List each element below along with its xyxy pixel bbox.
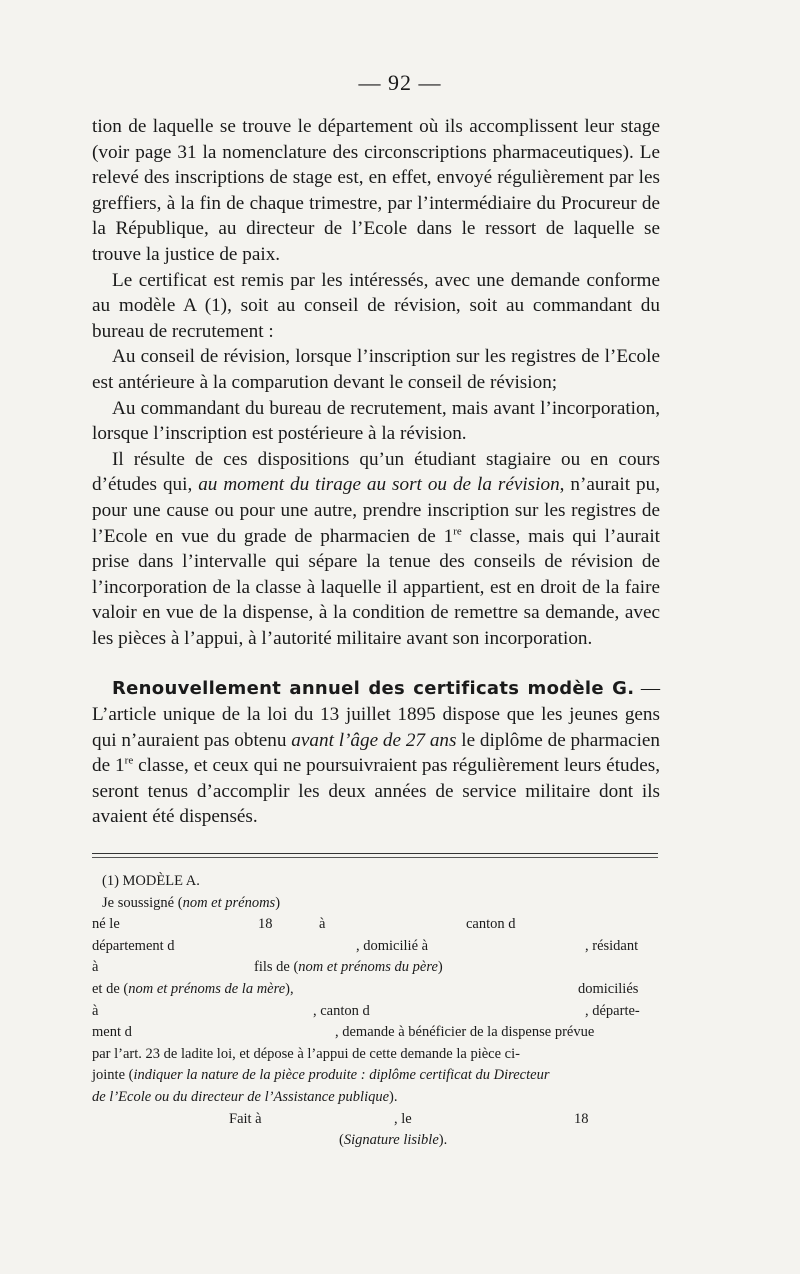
fn-l12-fait: Fait à — [229, 1110, 262, 1127]
fn-l7-a: à — [92, 1002, 99, 1019]
paragraph-3: Au conseil de révision, lorsque l’inscription sur les registres de l’Ecole est antérieure à la comparution devant le conseil de révision; — [92, 346, 660, 393]
fn-l2-em: nom et prénoms — [182, 894, 276, 911]
main-text — [92, 114, 660, 830]
fn-l4-dept: département d — [92, 937, 175, 954]
fn-l3-ne: né le — [92, 916, 120, 933]
fn-l6-domicilies: domiciliés — [578, 980, 639, 997]
paragraph-2: Le certificat est remis par les intéressés, avec une demande conforme au modèle A (1), soit au conseil de révision, soit au commandant du bureau de recrutement : — [92, 269, 660, 342]
fn-l9: par l’art. 23 de ladite loi, et dépose à l’appui de cette demande la pièce ci- — [92, 1045, 520, 1062]
footnote-line-11 — [92, 1087, 662, 1109]
section-paragraph — [92, 676, 660, 830]
fn-l6-et — [92, 979, 294, 1001]
paragraph-1: tion de laquelle se trouve le département où ils accomplissent leur stage (voir page 31 la nomenclature des circonscriptions pharmaceutiques). Le relevé des inscriptions de stage est, en effet, envoyé régulièrement par les greffiers, à la fin de chaque trimestre, par l’intermédiaire du Procureur de la République, au directeur de l’Ecole dans le ressort de laquelle se trouve la justice de paix. — [92, 116, 660, 265]
fn-l6-et-text: et de ( — [92, 980, 129, 997]
fn-l6-em: nom et prénoms de la mère — [128, 980, 286, 997]
section-text-b: le diplôme de pharmacien de 1 — [92, 729, 661, 777]
paragraph-4: Au commandant du bureau de recrutement, mais avant l’incorporation, lorsque l’inscription est postérieure à la révision. — [92, 397, 660, 445]
footnote-title: (1) MODÈLE A. — [102, 873, 200, 889]
fn-l5-a: à — [92, 959, 99, 976]
footnote-line-10 — [92, 1065, 662, 1087]
fn-l12-le: , le — [394, 1110, 412, 1127]
section-dash: — — [634, 678, 661, 700]
fn-l12-18: 18 — [574, 1110, 589, 1127]
footnote-line-1 — [92, 871, 662, 893]
p5-text-b: , n’aurait pu, pour une cause ou pour une autre, prendre inscription sur les registres de l’Ecole en vue du grade de pharmacien de 1 — [92, 474, 660, 547]
footnote-line-3 — [92, 914, 662, 936]
fn-l3-a: à — [319, 916, 326, 933]
fn-l7-canton: , canton d — [313, 1002, 370, 1019]
p5-text-c: classe, mais qui l’aurait prise dans l’intervalle qui sépare la tenue des conseils de révision de l’incorporation de la classe à laquelle il appartient, est en droit de la faire valoir en vue de la dispense, à la condition de remettre sa demande, avec les pièces à l’appui, à l’autorité militaire avant son incorporation. — [92, 525, 660, 649]
fn-l11-b: ). — [389, 1088, 398, 1105]
section-superscript: re — [124, 754, 134, 767]
footnote-line-4 — [92, 936, 662, 958]
fn-l11 — [92, 1087, 398, 1109]
paragraph-5 — [92, 447, 660, 652]
fn-l10-a: jointe ( — [92, 1067, 134, 1084]
fn-l4-domicilie: , domicilié à — [356, 937, 429, 954]
section-emphasis: avant l’âge de 27 ans — [291, 729, 457, 751]
p5-text-a: Il résulte de ces dispositions qu’un étudiant stagiaire ou en cours d’études qui, — [92, 448, 660, 496]
fn-l7-departe: , départe- — [585, 1002, 640, 1019]
fn-l13-open: ( — [339, 1132, 344, 1149]
p5-emphasis: au moment du tirage au sort ou de la révision — [198, 474, 560, 496]
footnote-line-2 — [92, 893, 662, 915]
fn-l5-fils — [254, 957, 443, 979]
footnote-line-5 — [92, 957, 662, 979]
fn-l5-fils-text: fils de ( — [254, 959, 299, 976]
fn-l2-a: Je soussigné ( — [102, 894, 183, 911]
section-text-a: L’article unique de la loi du 13 juillet 1895 dispose que les jeunes gens qui n’auraient pas obtenu — [92, 704, 660, 751]
footnote-line-7 — [92, 1001, 662, 1023]
p5-superscript: re — [453, 525, 462, 538]
fn-l8-rest: , demande à bénéficier de la dispense prévue — [335, 1024, 595, 1041]
fn-l3-18: 18 — [258, 916, 273, 933]
footnote-rule — [92, 853, 658, 854]
fn-l10 — [92, 1065, 549, 1087]
fn-l13-close: ). — [438, 1132, 448, 1149]
fn-l2-b: ) — [275, 894, 281, 911]
footnote-line-12 — [92, 1109, 662, 1131]
fn-l2 — [102, 893, 280, 915]
fn-l13-em: Signature lisible — [343, 1132, 439, 1149]
section-text-c: classe, et ceux qui ne poursuivraient pas régulièrement leurs études, seront tenus d’accomplir les deux années de service militaire dont ils avaient été dispensés. — [92, 755, 660, 828]
footnote-line-13 — [92, 1130, 662, 1152]
fn-l4-residant: , résidant — [585, 937, 639, 954]
fn-l8-ment: ment d — [92, 1024, 132, 1041]
footnote-line-6 — [92, 979, 662, 1001]
fn-l6-close: ), — [285, 980, 294, 997]
section-heading: Renouvellement annuel des certificats modèle G. — [112, 678, 635, 700]
fn-l10-em: indiquer la nature de la pièce produite : diplôme certificat du Directeur — [133, 1067, 550, 1084]
fn-l13 — [339, 1130, 447, 1152]
footnote-line-8 — [92, 1022, 662, 1044]
fn-l11-em: de l’Ecole ou du directeur de l’Assistance publique — [92, 1088, 390, 1105]
footnote-rule-thin — [92, 857, 658, 858]
fn-l5-close: ) — [437, 959, 443, 976]
fn-l5-em: nom et prénoms du père — [298, 959, 438, 976]
footnote-line-9 — [92, 1044, 662, 1066]
page-number: — 92 — — [358, 70, 442, 95]
fn-l3-canton: canton d — [466, 916, 516, 933]
footnote-model-a — [92, 871, 662, 1152]
